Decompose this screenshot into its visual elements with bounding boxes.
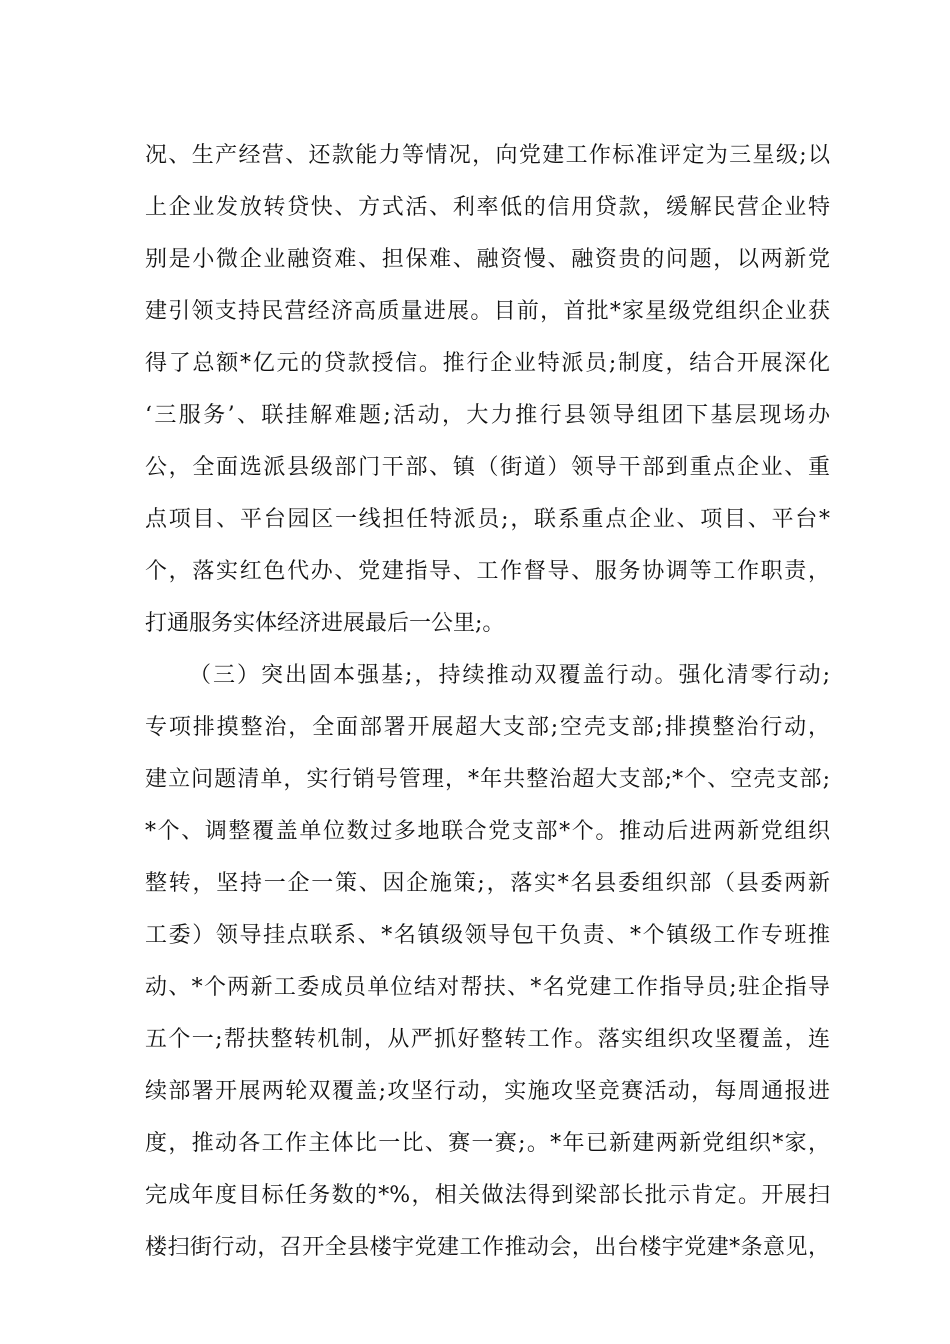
text-line: 个，落实红色代办、党建指导、工作督导、服务协调等工作职责，	[145, 559, 830, 584]
text-line: 动、*个两新工委成员单位结对帮扶、*名党建工作指导员;驻企指导	[145, 975, 830, 1000]
text-line: 建引领支持民营经济高质量进展。目前，首批*家星级党组织企业获	[145, 299, 830, 324]
text-line: 续部署开展两轮双覆盖;攻坚行动，实施攻坚竞赛活动，每周通报进	[145, 1079, 830, 1104]
text-line: 建立问题清单，实行销号管理，*年共整治超大支部;*个、空壳支部;	[145, 767, 830, 792]
text-line: 楼扫街行动，召开全县楼宇党建工作推动会，出台楼宇党建*条意见，	[145, 1235, 830, 1260]
section-heading-line: （三）突出固本强基;，持续推动双覆盖行动。强化清零行动;	[189, 663, 830, 688]
document-body	[145, 130, 830, 1274]
text-line: ‘三服务’、联挂解难题;活动，大力推行县领导组团下基层现场办	[145, 403, 830, 428]
text-line: 度，推动各工作主体比一比、赛一赛;。*年已新建两新党组织*家，	[145, 1131, 830, 1156]
text-line: 别是小微企业融资难、担保难、融资慢、融资贵的问题，以两新党	[145, 247, 830, 272]
paragraph-last-line: 打通服务实体经济进展最后一公里;。	[145, 611, 505, 636]
text-line: 点项目、平台园区一线担任特派员;，联系重点企业、项目、平台*	[145, 507, 830, 532]
text-line: *个、调整覆盖单位数过多地联合党支部*个。推动后进两新党组织	[145, 819, 830, 844]
text-line: 得了总额*亿元的贷款授信。推行企业特派员;制度，结合开展深化	[145, 351, 830, 376]
text-line: 上企业发放转贷快、方式活、利率低的信用贷款，缓解民营企业特	[145, 195, 830, 220]
text-line: 五个一;帮扶整转机制，从严抓好整转工作。落实组织攻坚覆盖，连	[145, 1027, 830, 1052]
text-line: 专项排摸整治，全面部署开展超大支部;空壳支部;排摸整治行动，	[145, 715, 830, 740]
text-line: 公，全面选派县级部门干部、镇（街道）领导干部到重点企业、重	[145, 455, 830, 480]
text-line: 完成年度目标任务数的*%，相关做法得到梁部长批示肯定。开展扫	[145, 1183, 830, 1208]
text-line: 工委）领导挂点联系、*名镇级领导包干负责、*个镇级工作专班推	[145, 923, 830, 948]
text-line: 况、生产经营、还款能力等情况，向党建工作标准评定为三星级;以	[145, 143, 830, 168]
text-line: 整转，坚持一企一策、因企施策;，落实*名县委组织部（县委两新	[145, 871, 830, 896]
